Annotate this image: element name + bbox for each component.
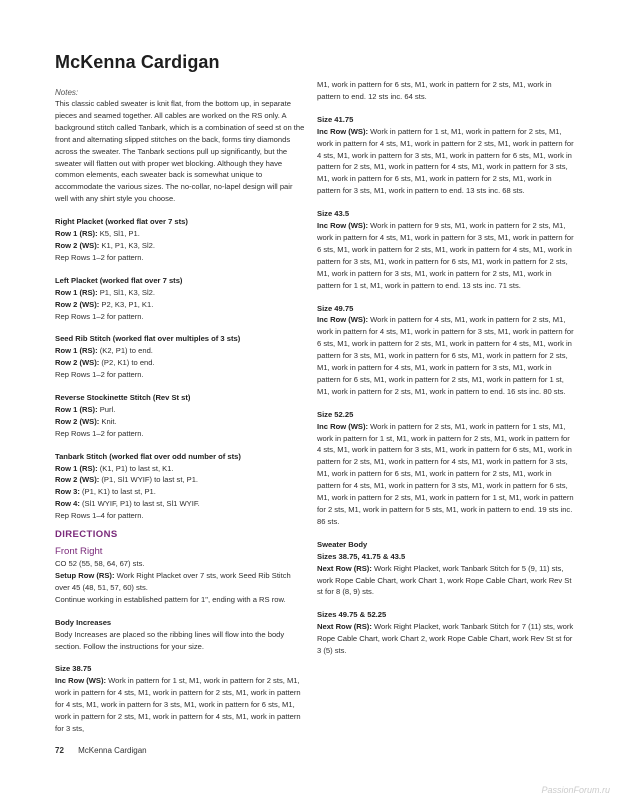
rev-st-rep: Rep Rows 1–2 for pattern. [55, 428, 144, 438]
tanbark-row2: Row 2 (WS): (P1, Sl1 WYIF) to last st, P1. [55, 475, 199, 485]
rev-st-row2: Row 2 (WS): Knit. [55, 416, 117, 426]
left-column [55, 52, 305, 735]
size-38-75-heading: Size 38.75 [55, 664, 92, 674]
left-placket-row1: Row 1 (RS): P1, Sl1, K3, Sl2. [55, 287, 156, 297]
tanbark-heading: Tanbark Stitch (worked flat over odd number of sts) [55, 451, 241, 461]
rev-st-heading: Reverse Stockinette Stitch (Rev St st) [55, 393, 191, 403]
sizes-b-next-row: Next Row (RS): Work Right Placket, work Tanbark Stitch for 7 (11) sts, work Rope Cable Chart, work Chart 2, work Rope Cable Chart, work Rev St st for 3 (5) sts. [317, 622, 574, 656]
directions-heading: DIRECTIONS [55, 529, 118, 541]
tanbark-row1: Row 1 (RS): (K1, P1) to last st, K1. [55, 463, 174, 473]
page-number: 72 [55, 746, 64, 755]
body-increases-heading: Body Increases [55, 617, 112, 627]
notes-text: This classic cabled sweater is knit flat, from the bottom up, in separate pieces and seamed together. All cables are worked on the RS only. A background stitch called Tanbark, which is a combination of seed st on the front and alternating slipped stitches on the back, forms tiny diamonds across the sweater. The Tanbark sections pull up significantly, but the sweater will flatten out with proper wet blocking. Although they have common elements, each sweater back is somewhat unique to accommodate the various sizes. The no-collar, no-lapel design will pair well with any shirt style you choose. [55, 99, 305, 204]
seed-rib-heading: Seed Rib Stitch (worked flat over multiples of 3 sts) [55, 334, 241, 344]
page-footer [55, 746, 147, 755]
front-right-heading: Front Right [55, 546, 103, 558]
size-52-25-inc-row: Inc Row (WS): Work in pattern for 2 sts, M1, work in pattern for 1 sts, M1, work in pattern for 1 st, M1, work in pattern for 2 sts, M1, work in pattern for 4 sts, M1, work in pattern for 3 sts, M1, work in pattern for 6 sts, M1, work in pattern for 2 sts, M1, work in pattern for 4 sts, M1, work in pattern for 3 sts, M1, work in pattern for 6 sts, M1, work in pattern for 2 sts, M1, work in pattern for 4 sts, M1, work in pattern for 3 sts, M1, work in pattern for 6 sts, M1, work in pattern for 2 sts, M1, work in pattern for 1 st, M1, work in pattern for 2 sts, M1, work in pattern for 5 sts, M1, work in pattern to end. 19 sts inc. 86 sts. [317, 421, 574, 526]
sizes-b-heading: Sizes 49.75 & 52.25 [317, 610, 387, 620]
rev-st-row1: Row 1 (RS): Purl. [55, 404, 116, 414]
size-41-75-inc-row: Inc Row (WS): Work in pattern for 1 st, M1, work in pattern for 2 sts, M1, work in pattern for 4 sts, M1, work in pattern for 2 sts, M1, work in pattern for 4 sts, M1, work in pattern for 3 sts, M1, work in pattern for 6 sts, M1, work in pattern for 2 sts, M1, work in pattern for 4 sts, M1, work in pattern for 3 sts, M1, work in pattern for 6 sts, M1, work in pattern for 2 sts, M1, work in pattern for 3 sts, M1, work in pattern to end. 13 sts inc. 68 sts. [317, 126, 574, 196]
seed-rib-rep: Rep Rows 1–2 for pattern. [55, 370, 144, 380]
right-column [317, 79, 575, 657]
right-placket-heading: Right Placket (worked flat over 7 sts) [55, 217, 188, 227]
right-placket-row2: Row 2 (WS): K1, P1, K3, Sl2. [55, 240, 156, 250]
size-43-5-heading: Size 43.5 [317, 209, 350, 219]
right-placket-row1: Row 1 (RS): K5, Sl1, P1. [55, 229, 140, 239]
sweater-body-heading: Sweater Body [317, 539, 368, 549]
notes-label: Notes: [55, 88, 79, 97]
size-38-75-inc-row-cont: M1, work in pattern for 6 sts, M1, work in pattern for 2 sts, M1, work in pattern to end. 12 sts inc. 64 sts. [317, 80, 552, 101]
size-41-75-heading: Size 41.75 [317, 114, 354, 124]
left-placket-heading: Left Placket (worked flat over 7 sts) [55, 275, 183, 285]
size-38-75-inc-row: Inc Row (WS): Work in pattern for 1 st, M1, work in pattern for 2 sts, M1, work in pattern for 4 sts, M1, work in pattern for 2 sts, M1, work in pattern for 4 sts, M1, work in pattern for 3 sts, M1, work in pattern for 6 sts, M1, work in pattern for 2 sts, M1, work in pattern for 4 sts, M1, work in pattern for 3 sts, [55, 676, 301, 733]
setup-row: Setup Row (RS): Work Right Placket over 7 sts, work Seed Rib Stitch over 45 (48, 51, 57, 60) sts. [55, 571, 291, 592]
size-43-5-inc-row: Inc Row (WS): Work in pattern for 9 sts, M1, work in pattern for 2 sts, M1, work in pattern for 4 sts, M1, work in pattern for 3 sts, M1, work in pattern for 6 sts, M1, work in pattern for 2 sts, M1, work in pattern for 4 sts, M1, work in pattern for 3 sts, M1, work in pattern for 6 sts, M1, work in pattern for 2 sts, M1, work in pattern for 3 sts, M1, work in pattern for 2 sts, M1, work in pattern for 1 st, M1, work in pattern to end. 13 sts inc. 71 sts. [317, 221, 574, 290]
size-49-75-heading: Size 49.75 [317, 303, 354, 313]
right-placket-rep: Rep Rows 1–2 for pattern. [55, 252, 144, 262]
footer-title: McKenna Cardigan [78, 746, 147, 755]
size-49-75-inc-row: Inc Row (WS): Work in pattern for 4 sts, M1, work in pattern for 2 sts, M1, work in pattern for 4 sts, M1, work in pattern for 3 sts, M1, work in pattern for 6 sts, M1, work in pattern for 2 sts, M1, work in pattern for 4 sts, M1, work in pattern for 3 sts, M1, work in pattern for 6 sts, M1, work in pattern for 2 sts, M1, work in pattern for 4 sts, M1, work in pattern for 3 sts, M1, work in pattern for 6 sts, M1, work in pattern for 2 sts, M1, work in pattern for 1 st, M1, work in pattern for 2 sts, M1, work in pattern to end. 16 sts inc. 80 sts. [317, 315, 574, 396]
seed-rib-row1: Row 1 (RS): (K2, P1) to end. [55, 346, 153, 356]
sizes-a-next-row: Next Row (RS): Work Right Placket, work Tanbark Stitch for 5 (9, 11) sts, work Rope Cable Chart, work Chart 1, work Rope Cable Chart, work Rev St st for 8 (8, 9) sts. [317, 563, 572, 597]
continue-text: Continue working in established pattern for 1", ending with a RS row. [55, 594, 286, 604]
body-increases-text: Body Increases are placed so the ribbing lines will flow into the body section. Follow the instructions for your size. [55, 629, 285, 651]
size-52-25-heading: Size 52.25 [317, 409, 354, 419]
cast-on-text: CO 52 (55, 58, 64, 67) sts. [55, 559, 145, 569]
left-placket-rep: Rep Rows 1–2 for pattern. [55, 311, 144, 321]
tanbark-row4: Row 4: (Sl1 WYIF, P1) to last st, Sl1 WYIF. [55, 499, 200, 509]
tanbark-rep: Rep Rows 1–4 for pattern. [55, 511, 144, 521]
watermark: PassionForum.ru [541, 785, 610, 795]
sizes-a-heading: Sizes 38.75, 41.75 & 43.5 [317, 551, 406, 561]
seed-rib-row2: Row 2 (WS): (P2, K1) to end. [55, 358, 155, 368]
tanbark-row3: Row 3: (P1, K1) to last st, P1. [55, 487, 156, 497]
left-placket-row2: Row 2 (WS): P2, K3, P1, K1. [55, 299, 154, 309]
page-title: McKenna Cardigan [55, 52, 220, 72]
